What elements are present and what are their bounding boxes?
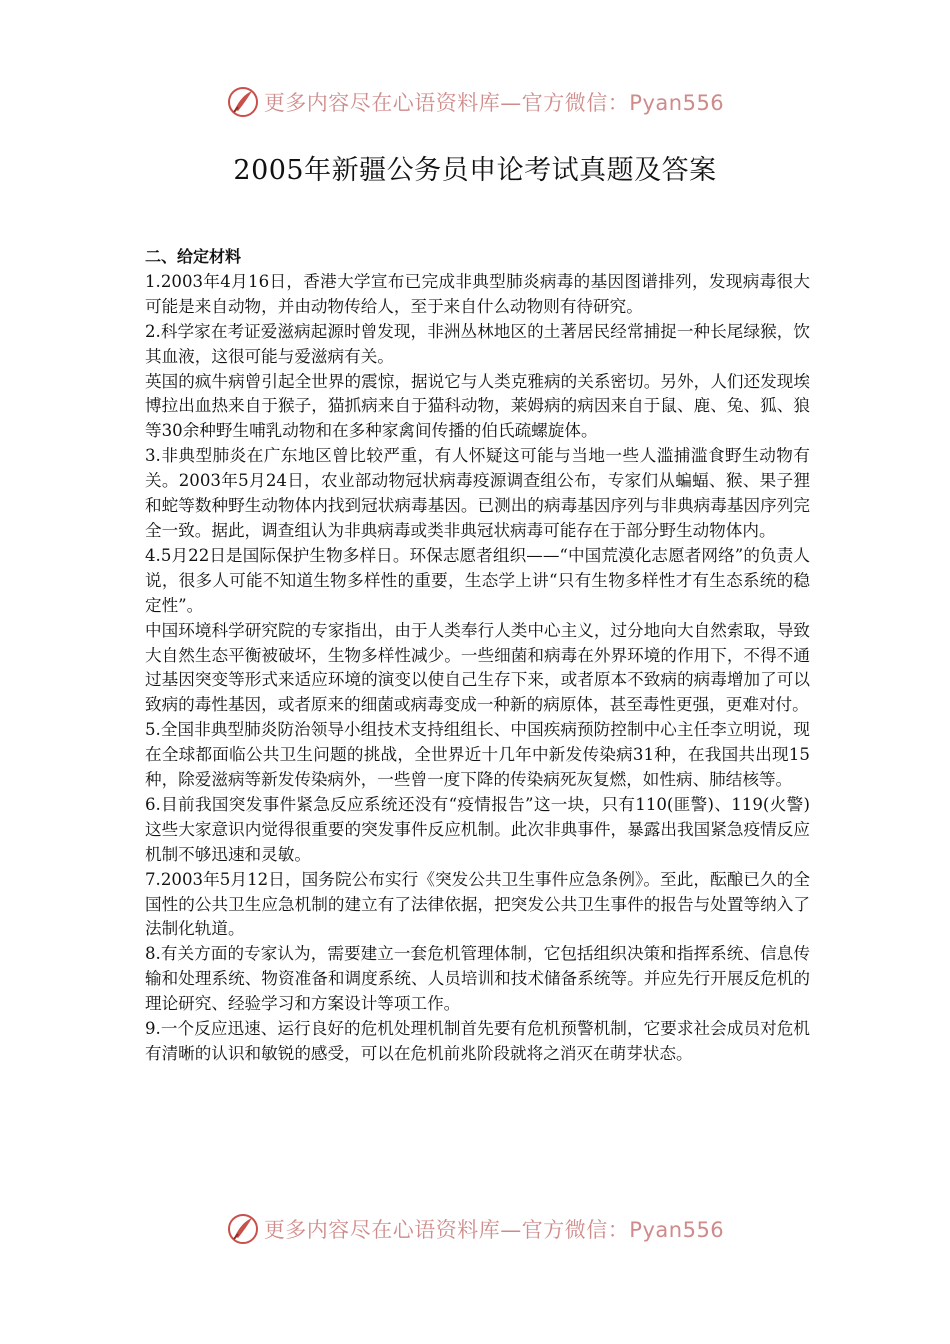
paragraph: 3.非典型肺炎在广东地区曾比较严重，有人怀疑这可能与当地一些人滥捕滥食野生动物有关。2003年5月24日，农业部动物冠状病毒疫源调查组公布，专家们从蝙蝠、猴、果子狸和蛇等数种野生动物体内找到冠状病毒基因。已测出的病毒基因序列与非典病毒基因序列完全一致。据此，调查组认为非典病毒或类非典冠状病毒可能存在于部分野生动物体内。 (145, 446, 810, 540)
paragraph: 中国环境科学研究院的专家指出，由于人类奉行人类中心主义，过分地向大自然索取，导致大自然生态平衡被破坏，生物多样性减少。一些细菌和病毒在外界环境的作用下，不得不通过基因突变等形式来适应环境的演变以使自己生存下来，或者原本不致病的病毒增加了可以致病的毒性基因，或者原来的细菌或病毒变成一种新的病原体，甚至毒性更强，更难对付。 (145, 620, 810, 715)
paragraph: 6.目前我国突发事件紧急反应系统还没有“疫情报告”这一块，只有110(匪警)、119(火警)这些大家意识内觉得很重要的突发事件反应机制。此次非典事件，暴露出我国紧急疫情反应机制不够迅速和灵敏。 (145, 794, 810, 864)
paragraph: 4.5月22日是国际保护生物多样日。环保志愿者组织——“中国荒漠化志愿者网络”的负责人说，很多人可能不知道生物多样性的重要，生态学上讲“只有生物多样性才有生态系统的稳定性”。 (145, 545, 810, 615)
pen-logo-icon (226, 1212, 260, 1246)
paragraph: 9.一个反应迅速、运行良好的危机处理机制首先要有危机预警机制，它要求社会成员对危机有清晰的认识和敏锐的感受，可以在危机前兆阶段就将之消灭在萌芽状态。 (145, 1019, 810, 1063)
pen-logo-icon (226, 85, 260, 119)
header-banner (0, 80, 950, 124)
paragraph: 2.科学家在考证爱滋病起源时曾发现，非洲丛林地区的土著居民经常捕捉一种长尾绿猴，饮其血液，这很可能与爱滋病有关。 (145, 321, 810, 366)
paragraph: 5.全国非典型肺炎防治领导小组技术支持组组长、中国疾病预防控制中心主任李立明说，现在全球都面临公共卫生问题的挑战，全世界近十几年中新发传染病31种，在我国共出现15种，除爱滋病等新发传染病外，一些曾一度下降的传染病死灰复燃，如性病、肺结核等。 (145, 720, 810, 790)
paragraph: 7.2003年5月12日，国务院公布实行《突发公共卫生事件应急条例》。至此，酝酿已久的全国性的公共卫生应急机制的建立有了法律依据，把突发公共卫生事件的报告与处置等纳入了法制化轨道。 (145, 869, 810, 939)
paragraph: 1.2003年4月16日，香港大学宣布已完成非典型肺炎病毒的基因图谱排列，发现病毒很大可能是来自动物，并由动物传给人，至于来自什么动物则有待研究。 (145, 271, 810, 316)
document-body (145, 245, 810, 1067)
footer-banner (0, 1207, 950, 1251)
section-heading: 二、给定材料 (145, 247, 242, 266)
page-title: 2005年新疆公务员申论考试真题及答案 (233, 155, 717, 186)
header-banner-text: 更多内容尽在心语资料库—官方微信：Pyan556 (263, 91, 725, 115)
paragraph: 英国的疯牛病曾引起全世界的震惊，据说它与人类克雅病的关系密切。另外，人们还发现埃博拉出血热来自于猴子，猫抓病来自于猫科动物，莱姆病的病因来自于鼠、鹿、兔、狐、狼等30余种野生哺乳动物和在多种家禽间传播的伯氏疏螺旋体。 (145, 371, 810, 441)
paragraph: 8.有关方面的专家认为，需要建立一套危机管理体制，它包括组织决策和指挥系统、信息传输和处理系统、物资准备和调度系统、人员培训和技术储备系统等。并应先行开展反危机的理论研究、经验学习和方案设计等项工作。 (145, 944, 810, 1014)
footer-banner-text: 更多内容尽在心语资料库—官方微信：Pyan556 (263, 1218, 725, 1242)
